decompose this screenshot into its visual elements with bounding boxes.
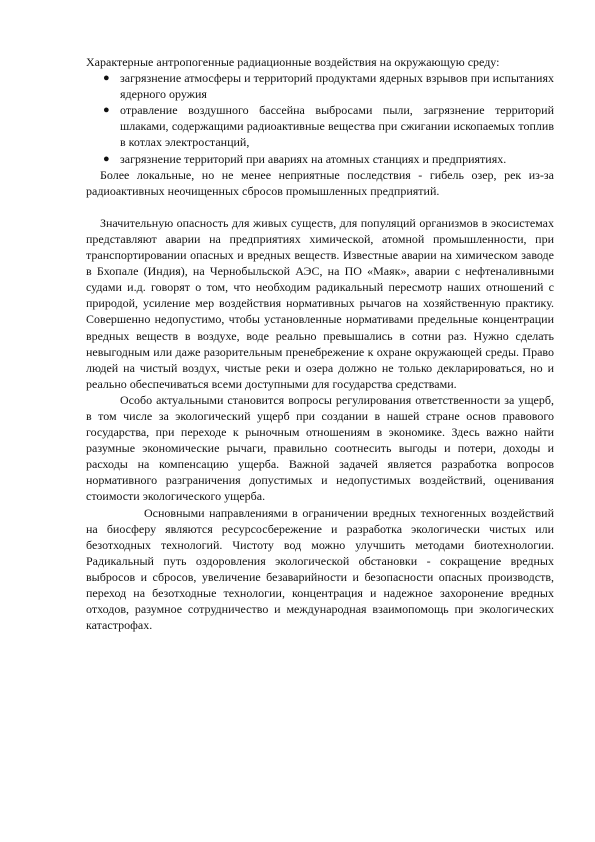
paragraph-directions: Основными направлениями в ограничении вредных техногенных воздействий на биосферу являются ресурсосбережение и разработка экологически чистых или безотходных технологий. Чистоту вод можно улучшить методами биотехнологии. Радикальный путь оздоровления экологической обстановки - сокращение вредных выбросов и сбросов, увеличение безаварийности и безопасности опасных производств, переход на безотходные технологии, концентрация и надежное захоронение вредных отходов, разумное сотрудничество и международная взаимопомощь при экологических катастрофах. [86,505,554,633]
bullet-icon: ● [103,72,110,85]
paragraph-consequences: Более локальные, но не менее неприятные последствия - гибель озер, рек из-за радиоактивных неочищенных сбросов промышленных предприятий. [86,167,554,198]
bullet-text: загрязнение территорий при авариях на атомных станциях и предприятиях. [120,151,507,166]
bullet-text: загрязнение атмосферы и территорий продуктами ядерных взрывов при испытаниях ядерного оружия [120,71,554,102]
document-page [86,54,554,633]
bullet-text: отравление воздушного бассейна выбросами пыли, загрязнение территорий шлаками, содержащими радиоактивные вещества при сжигании ископаемых топлив в котлах электростанций, [120,103,554,150]
paragraph-liability: Особо актуальными становится вопросы регулирования ответственности за ущерб, в том числе за экологический ущерб при создании в нашей стране основ правового государства, при переходе к рыночным отношениям в экономике. Здесь важно найти разумные экономические рычаги, правильно соотнесить выгоды и потери, доходы и расходы на компенсацию ущерба. Важной задачей является разработка вопросов нормативного разграничения допустимых и недопустимых воздействий, оценивания стоимости экологического ущерба. [86,392,554,504]
bullet-icon: ● [103,152,110,165]
bullet-icon: ● [103,104,110,117]
bullet-item [103,151,554,167]
bullet-item [103,70,554,102]
bullet-item [103,102,554,150]
bullet-list [86,70,554,167]
intro-paragraph: Характерные антропогенные радиационные воздействия на окружающую среду: [86,55,500,69]
paragraph-accidents: Значительную опасность для живых существ, для популяций организмов в экосистемах представляют аварии на предприятиях химической, атомной промышленности, при транспортировании опасных и вредных веществ. Известные аварии на химическом заводе в Бхопале (Индия), на Чернобыльской АЭС, на ПО «Маяк», аварии с нефтеналивными судами и.д. говорят о том, что необходим радикальный пересмотр наших отношений с природой, усиление мер воздействия нормативных рычагов на хозяйственную практику. Совершенно недопустимо, чтобы установленные нормативами предельные концентрации вредных веществ в воздухе, воде реально превышались в сотни раз. Нужно сделать невыгодным или даже разорительным пренебрежение к охране окружающей среды. Право людей на чистый воздух, чистые реки и озера должно не только декларироваться, но и реально обеспечиваться всеми доступными для государства средствами. [86,215,554,391]
